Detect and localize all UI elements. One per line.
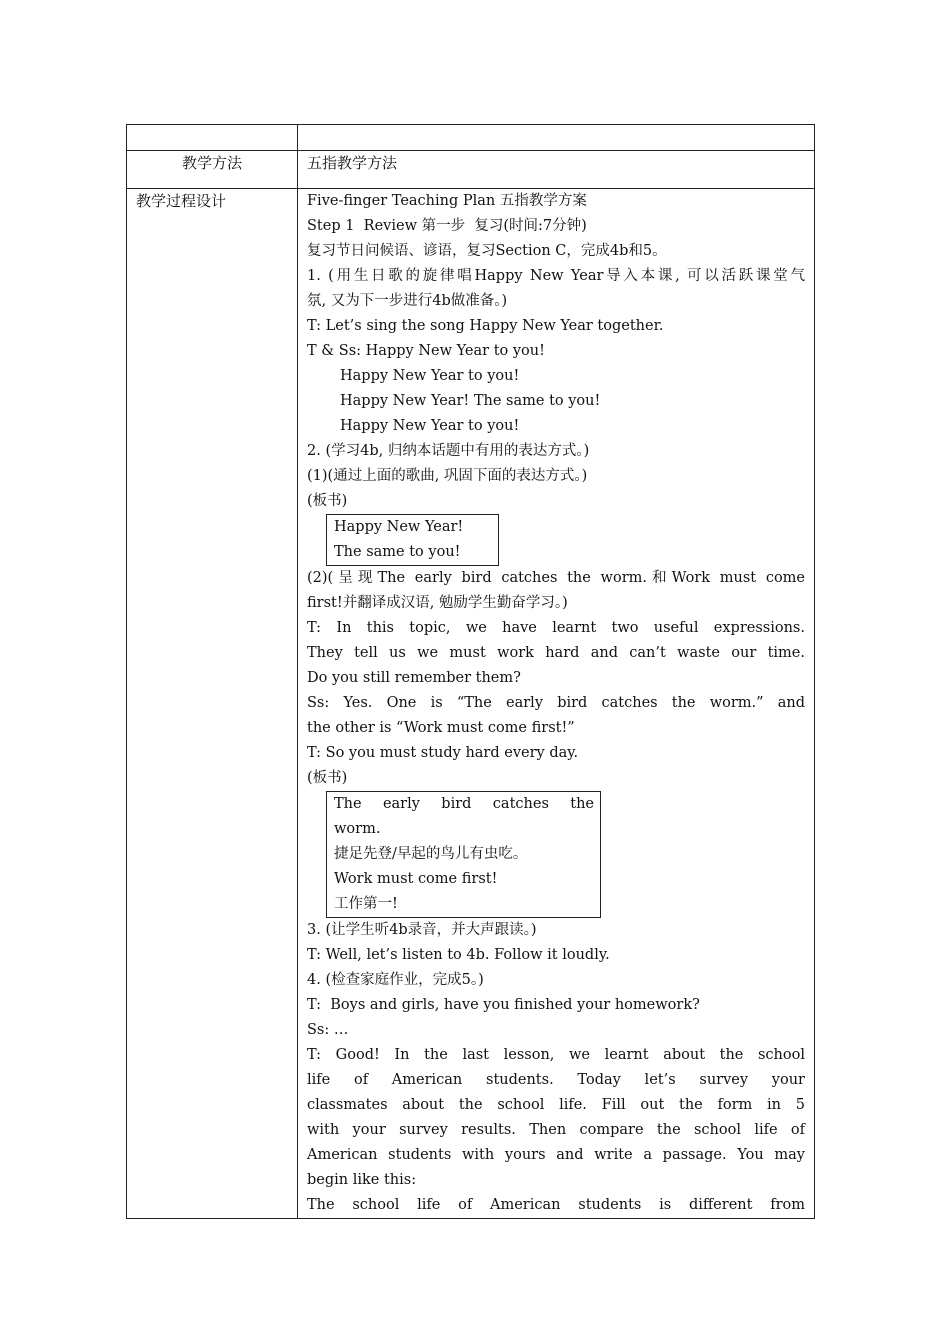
song-lines-line: Happy New Year to you! [340, 368, 520, 384]
box2-line: worm. [334, 821, 381, 837]
lines-mid2-line: first!并翻译成汉语, 勉励学生勤奋学习。) [307, 595, 568, 611]
lines-after-line: 4. (检查家庭作业，完成5。) [307, 972, 484, 988]
lesson-plan-table [126, 124, 815, 1219]
lines-mid2-line: T: In this topic, we have learnt two useful expressions. [307, 620, 805, 636]
song-lines-line: Happy New Year! The same to you! [340, 393, 601, 409]
lines-after-line: begin like this: [307, 1172, 417, 1188]
table-row-empty [127, 125, 815, 151]
lines-after-line: with your survey results. Then compare the school life of [307, 1122, 805, 1138]
song-lines-line: Happy New Year to you! [340, 418, 520, 434]
lines-mid1-line: 2. (学习4b, 归纳本话题中有用的表达方式。) [307, 443, 590, 459]
lines-after-line: T: Well, let’s listen to 4b. Follow it loudly. [307, 947, 610, 963]
lines-mid2-line: Ss: Yes. One is “The early bird catches the worm.” and [307, 695, 805, 711]
box2-line: The early bird catches the [334, 796, 594, 812]
lines-mid2-line: Do you still remember them? [307, 670, 521, 686]
song-lyrics [307, 364, 805, 439]
process-label-text: 教学过程设计 [136, 192, 227, 210]
blackboard-box-proverbs [326, 791, 601, 918]
lines-before-box1-line: 1. (用生日歌的旋律唱Happy New Year导入本课, 可以活跃课堂气 [307, 268, 805, 284]
empty-value-cell [298, 125, 815, 151]
box2-line: 工作第一! [334, 896, 398, 912]
lines-after-line: The school life of American students is different from [307, 1197, 805, 1213]
lines-after-line: Ss: … [307, 1022, 349, 1038]
process-label [127, 189, 298, 1219]
lines-mid2-line: (2)(呈现The early bird catches the worm.和Work must come [307, 570, 805, 586]
box1-line: Happy New Year! [334, 519, 464, 535]
method-value [298, 151, 815, 189]
box2-line: Work must come first! [334, 871, 498, 887]
blackboard-box-greetings [326, 514, 499, 566]
box2-line: 捷足先登/早起的鸟儿有虫吃。 [334, 846, 528, 862]
content-block-intro [307, 189, 805, 364]
lines-mid2-line: the other is “Work must come first!” [307, 720, 575, 736]
lines-mid1-line: (板书) [307, 493, 348, 509]
method-label-text: 教学方法 [181, 154, 242, 172]
lines-after-line: life of American students. Today let’s survey your [307, 1072, 805, 1088]
method-value-text: 五指教学方法 [307, 154, 398, 172]
method-label [127, 151, 298, 189]
lines-before-box1-line: 复习节日问候语、谚语，复习Section C，完成4b和5。 [307, 243, 667, 259]
box1-line: The same to you! [334, 544, 461, 560]
content-block-homework [307, 918, 805, 1218]
lines-after-line: T: Good! In the last lesson, we learnt about the school [307, 1047, 805, 1063]
lines-before-box1-line: Step 1 Review 第一步 复习(时间:7分钟) [307, 218, 587, 234]
process-content [298, 189, 815, 1219]
lines-mid2-line: T: So you must study hard every day. [307, 745, 579, 761]
lines-before-box1-line: T: Let’s sing the song Happy New Year together. [307, 318, 664, 334]
lines-after-line: 3. (让学生听4b录音，并大声跟读。) [307, 922, 537, 938]
lines-after-line: T: Boys and girls, have you finished your homework? [307, 997, 700, 1013]
lines-mid2-line: (板书) [307, 770, 348, 786]
table-row-process [127, 189, 815, 1219]
content-block-expressions [307, 439, 805, 514]
lines-after-line: classmates about the school life. Fill out the form in 5 [307, 1097, 805, 1113]
lines-mid1-line: (1)(通过上面的歌曲, 巩固下面的表达方式。) [307, 468, 588, 484]
lines-mid2-line: They tell us we must work hard and can’t waste our time. [307, 645, 805, 661]
lines-before-box1-line: 氛, 又为下一步进行4b做准备。) [307, 293, 508, 309]
empty-label-cell [127, 125, 298, 151]
lines-before-box1-line: T & Ss: Happy New Year to you! [307, 343, 545, 359]
lines-before-box1-line: Five-finger Teaching Plan 五指教学方案 [307, 193, 587, 209]
table-row-method [127, 151, 815, 189]
content-block-proverbs [307, 566, 805, 791]
lines-after-line: American students with yours and write a passage. You may [307, 1147, 805, 1163]
